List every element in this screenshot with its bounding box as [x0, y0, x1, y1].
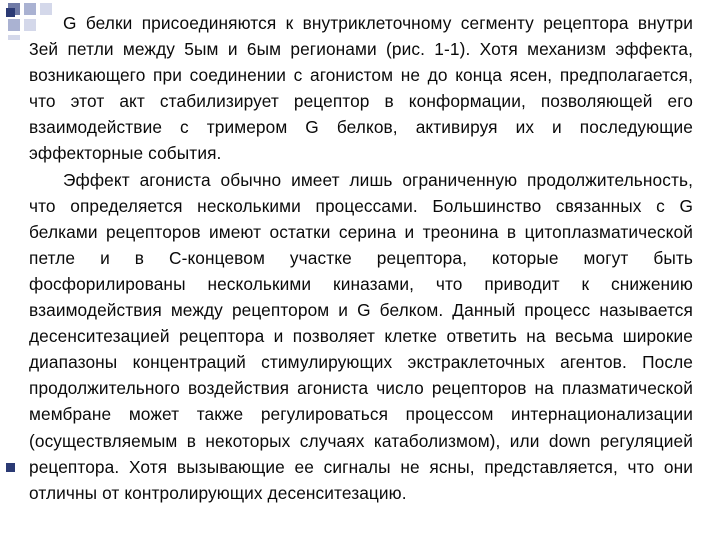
- paragraph-2: Эффект агониста обычно имеет лишь ограниченную продолжительность, что определяется несколькими процессами. Большинство связанных с G белками рецепторов имеют остатки серина и треонина в цитоплазматической петле и в С-концевом участке рецептора, которые могут быть фосфорилированы несколькими киназами, что приводит к снижению взаимодействия между рецептором и G белком. Данный процесс называется десенситезацией рецептора и позволяет клетке ответить на весьма широкие диапазоны концентраций стимулирующих экстраклеточных агентов. После продолжительного воздействия агониста число рецепторов на плазматической мембране может также регулироваться процессом интернационализации (осуществляемым в некоторых случаях катаболизмом), или down регуляцией рецептора. Хотя вызывающие ее сигналы не ясны, представляется, что они отличны от контролирующих десенситезацию.: [29, 169, 693, 503]
- corner-square: [8, 19, 20, 31]
- square-bullet-icon: [6, 8, 15, 17]
- corner-square: [8, 35, 20, 40]
- body-text: [29, 10, 693, 506]
- paragraph-1: G белки присоединяются к внутриклеточному сегменту рецептора внутри 3ей петли между 5ым и 6ым регионами (рис. 1-1). Хотя механизм эффекта, возникающего при соединении с агонистом не до конца ясен, предполагается, что этот акт стабилизирует рецептор в конформации, позволяющей его взаимодействие с тримером G белков, активируя их и последующие эффекторные события.: [29, 13, 693, 164]
- square-bullet-icon: [6, 463, 15, 472]
